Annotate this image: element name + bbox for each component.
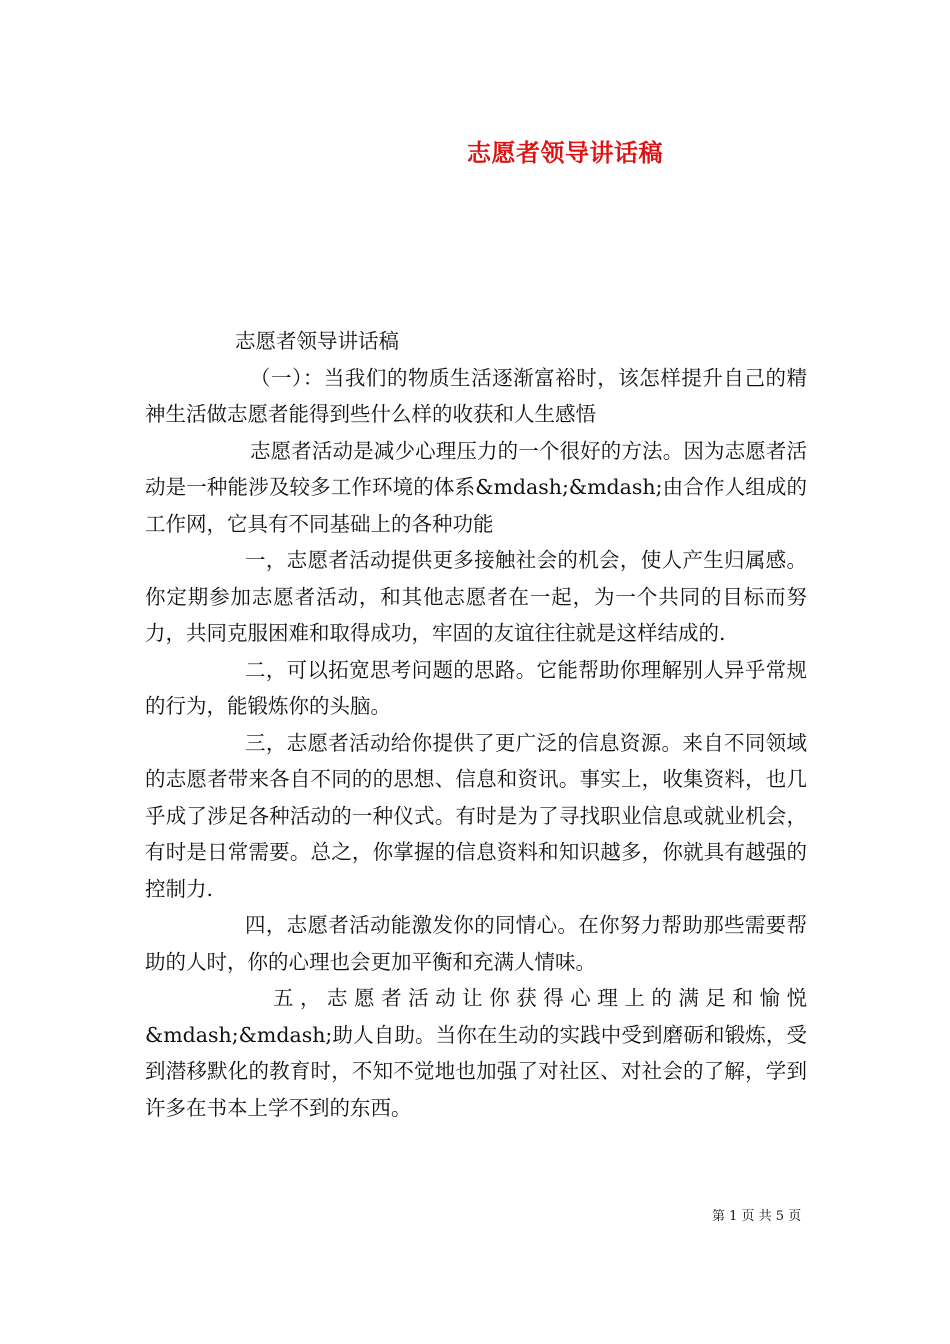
document-body [145, 323, 807, 1126]
document-subtitle: 志愿者领导讲话稿 [235, 329, 399, 353]
paragraph-point-5: 五，志愿者活动让你获得心理上的满足和愉悦&mdash;&mdash;助人自助。当你在生动的实践中受到磨砺和锻炼，受到潜移默化的教育时，不知不觉地也加强了对社区、对社会的了解，学到许多在书本上学不到的东西。 [145, 986, 807, 1120]
page-number-footer: 第 1 页 共 5 页 [712, 1209, 802, 1224]
document-title: 志愿者领导讲话稿 [467, 138, 663, 167]
paragraph-point-2: 二，可以拓宽思考问题的思路。它能帮助你理解别人异乎常规的行为，能锻炼你的头脑。 [145, 657, 807, 718]
paragraph-intro-question: （一）：当我们的物质生活逐渐富裕时，该怎样提升自己的精神生活做志愿者能得到些什么样的收获和人生感悟 [145, 365, 807, 426]
paragraph-point-4: 四，志愿者活动能激发你的同情心。在你努力帮助那些需要帮助的人时，你的心理也会更加平衡和充满人情味。 [145, 913, 807, 974]
paragraph-point-3: 三，志愿者活动给你提供了更广泛的信息资源。来自不同领域的志愿者带来各自不同的的思想、信息和资讯。事实上，收集资料，也几乎成了涉足各种活动的一种仪式。有时是为了寻找职业信息或就业机会，有时是日常需要。总之，你掌握的信息资料和知识越多，你就具有越强的控制力. [145, 730, 807, 901]
paragraph-point-1: 一，志愿者活动提供更多接触社会的机会，使人产生归属感。你定期参加志愿者活动，和其他志愿者在一起，为一个共同的目标而努力，共同克服困难和取得成功，牢固的友谊往往就是这样结成的. [145, 548, 807, 645]
paragraph-overview: 志愿者活动是减少心理压力的一个很好的方法。因为志愿者活动是一种能涉及较多工作环境的体系&mdash;&mdash;由合作人组成的工作网，它具有不同基础上的各种功能 [145, 438, 807, 536]
